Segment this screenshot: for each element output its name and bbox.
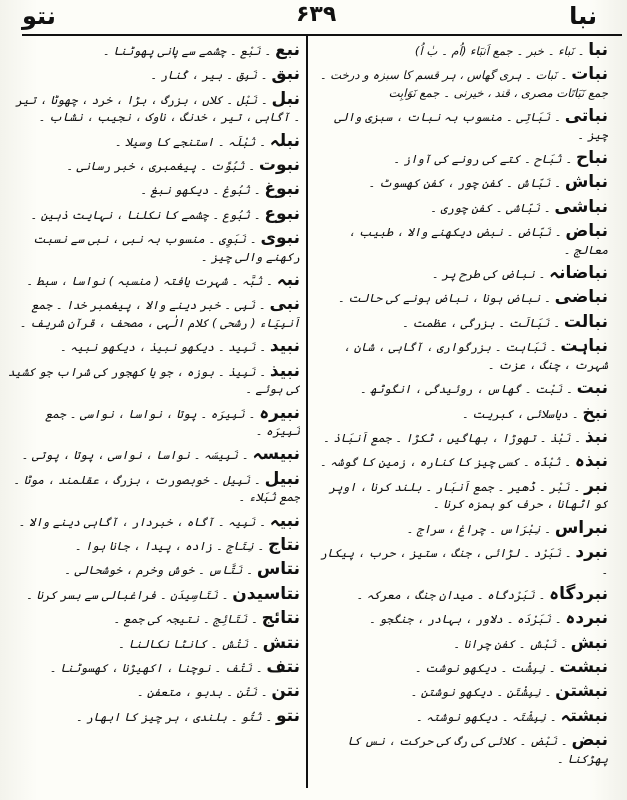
entry-headword: نتاج (268, 534, 300, 555)
entry-definition: ۔ نِبِشْت ۔ دیکھو نوشت ۔ (414, 660, 556, 675)
entry-headword: نبوغ (264, 179, 300, 200)
page-number: ۶۳۹ (296, 2, 337, 27)
entry-definition: ۔ نَتْن ۔ بدبو ، متعفن ۔ (136, 685, 268, 700)
entry-definition: ۔ نَبْش ۔ کفن چرانا ۔ (453, 636, 567, 651)
entry-headword: نبراس (554, 517, 608, 538)
entry-headword: نبید (269, 336, 300, 357)
dictionary-entry (8, 42, 300, 60)
entry-definition: ۔ نباض ہونا ، نباض ہونے کی حالت ۔ (337, 291, 551, 306)
entry-headword: نبوع (264, 203, 300, 224)
entry-headword: نبش (570, 632, 608, 653)
dictionary-entry (8, 360, 300, 399)
dictionary-entry (8, 468, 300, 507)
header-first-headword: نبا (569, 2, 597, 30)
dictionary-entry (316, 338, 608, 374)
entry-headword: نبالت (563, 311, 608, 332)
dictionary-entry (8, 446, 300, 464)
right-column (316, 42, 608, 787)
entry-definition: ۔ نَبّاض ۔ نبض دیکھنے والا ، طبیب ، معالج ۔ (348, 225, 608, 257)
entry-headword: نتائج (261, 608, 300, 629)
dictionary-entry (316, 66, 608, 102)
dictionary-entry (8, 203, 300, 224)
dictionary-entry (316, 223, 608, 259)
entry-headword: نبات (571, 64, 608, 85)
dictionary-entry (316, 265, 608, 283)
dictionary-entry (316, 174, 608, 192)
entry-headword: نبض (571, 730, 608, 751)
dictionary-entry (316, 541, 608, 580)
entry-definition: ۔ نَتَائِج ۔ نتیجہ کی جمع ۔ (113, 612, 258, 627)
entry-headword: نتف (266, 656, 300, 677)
dictionary-entry (8, 561, 300, 579)
entry-headword: نباشی (554, 196, 608, 217)
dictionary-entry (316, 380, 608, 398)
entry-headword: نباش (564, 172, 608, 193)
entry-definition: ۔ نَبْذ ۔ تھوڑا ، بھاگیں ، ٹکڑا ۔ جمع اَنبَاذ ۔ (322, 430, 581, 445)
entry-definition: ۔ نَبِیہ ۔ آگاہ ، خبردار ، آگاہی دینے والا ۔ (18, 514, 266, 529)
dictionary-entry (8, 88, 300, 127)
dictionary-entry (8, 272, 300, 290)
dictionary-entry (316, 656, 608, 677)
entry-definition: ۔ نَتْش ۔ کانٹا نکالنا ۔ (117, 636, 259, 651)
entry-headword: نبت (576, 378, 608, 399)
entry-definition: ۔ نَبِیل ۔ خوبصورت ، بزرگ ، عقلمند ، موٹا ۔ جمع نُبَلاء ۔ (13, 472, 300, 505)
entry-definition: ۔ نَبْض ۔ کلائی کی رگ کی حرکت ، نس کا پھڑکنا ۔ (347, 734, 608, 766)
entry-headword: نبرد (575, 541, 608, 562)
entry-headword: نباضانہ (549, 263, 608, 284)
entry-definition: ۔ نَبِیسَہ ۔ نواسا ، نواسی ، پوتا ، پوتی ۔ (21, 448, 249, 463)
entry-headword: نبوی (260, 228, 300, 249)
dictionary-entry (8, 656, 300, 677)
dictionary-entry (316, 583, 608, 604)
entry-definition: ۔ نَبْل ۔ کلاں ، بزرگ ، بڑا ، خرد ، چھوٹا ، تیر ۔ آگاہی ، تیر ، خدنگ ، ناوک ، نجیب ، نشاب ۔ (15, 92, 300, 125)
entry-headword: نبل (271, 88, 300, 109)
entry-headword: نبی (269, 294, 300, 315)
entry-headword: نبیہ (269, 510, 300, 531)
entry-definition: ۔ نَبات ۔ ہری گھاس ، ہر قسم کا سبزہ و درخت ۔ جمع نَبَاتَات مصری ، قند ، خیرنی ۔ جمع نَوَابِت (319, 68, 608, 100)
entry-definition: ۔ نَبّاش ۔ کفن چور ، کفن کھسوٹ ۔ (368, 176, 561, 191)
dictionary-entry (316, 453, 608, 471)
entry-headword: نباہت (560, 336, 608, 357)
entry-headword: نبا (588, 42, 608, 60)
entry-definition: ۔ نَبَرْدَہ ۔ دلاور ، بہادر ، جنگجو ۔ (368, 612, 562, 627)
entry-headword: نبیل (264, 468, 300, 489)
entry-headword: نبخ (582, 402, 608, 423)
entry-definition: ۔ نُبَّہ ۔ شہرت یافتہ ( منسبہ ) نواسا ، سبط ۔ (26, 274, 273, 289)
dictionary-entry (8, 296, 300, 332)
entry-headword: نبردہ (565, 608, 608, 629)
entry-headword: نباتی (564, 106, 608, 127)
entry-definition: ۔ نَبَالَت ۔ بزرگی ، عظمت ۔ (401, 315, 560, 330)
entry-definition: ۔ نَبَرْد ۔ لڑائی ، جنگ ، ستیز ، حرب ، پیکار ۔ (320, 545, 608, 578)
entry-definition: ۔ نُبَاح ۔ کتے کی رونے کی آواز ۔ (393, 152, 573, 167)
dictionary-entry (316, 610, 608, 628)
dictionary-entry (316, 402, 608, 423)
dictionary-entry (8, 632, 300, 653)
entry-definition: ۔ نُبُوغ ۔ دیکھو نبغ ۔ (140, 183, 261, 198)
entry-headword: نبیسہ (252, 444, 300, 465)
entry-definition: ۔ نَتَاسِیدَن ۔ فراغبالی سے بسر کرنا ۔ (25, 587, 229, 602)
dictionary-entry (316, 150, 608, 168)
entry-definition: ۔ نَبَاتِی ۔ منسوب بہ نبات ، سبزی والی چیز ۔ (334, 110, 608, 142)
entry-headword: نتاس (256, 559, 300, 580)
dictionary-entry (316, 426, 608, 447)
dictionary-entry (316, 311, 608, 332)
dictionary-entry (316, 196, 608, 217)
entry-headword: نبہ (276, 270, 300, 291)
entry-headword: نبیذ (269, 360, 300, 381)
entry-definition: ۔ نِبِشْتَن ۔ دیکھو نوشتن ۔ (410, 685, 552, 700)
entry-definition: ۔ نِتَاج ۔ زادہ ، پیدا ، جانا ہوا ۔ (74, 538, 265, 553)
entry-headword: نتو (276, 705, 300, 726)
dictionary-entry (8, 181, 300, 199)
page-header (0, 0, 627, 36)
entry-definition: ۔ نَبِیرَہ ۔ پوتا ، نواسا ، نواسی ۔ جمع نَبِیرَہ ۔ (45, 406, 300, 438)
entry-definition: ۔ نَبّاشی ۔ کفن چوری ۔ (430, 200, 551, 215)
entry-definition: ۔ نَتَّاس ۔ خوش وخرم ، خوشحالی ۔ (63, 563, 253, 578)
dictionary-entry (8, 683, 300, 701)
entry-definition: ۔ نَبْع ۔ چشمے سے پانی پھوٹنا ۔ (102, 44, 272, 58)
entry-definition: ۔ نَبِیذ ۔ بوزہ ، جو یا کھجور کی شراب جو کشید کی ہوئے ۔ (8, 364, 300, 397)
entry-headword: نباضی (554, 287, 608, 308)
dictionary-entry (8, 130, 300, 151)
entry-definition: ۔ نَباء ۔ خبر ۔ جمع اَنبَاء (اُم ۔ بٰ اُ) (414, 44, 585, 58)
entry-definition: ۔ نَبْت ۔ گھاس ، روئیدگی ، انگوٹھ ۔ (359, 382, 573, 397)
entry-definition: ۔ نَبْر ۔ ڈھیر ۔ جمع اَنبَار ۔ بلند کرنا ، اوپر کو اٹھانا ، حرف کو ہمزہ کرنا ۔ (328, 479, 608, 512)
entry-headword: نبلہ (269, 130, 300, 151)
entry-definition: ۔ نَتْف ۔ نوچنا ، اکھیڑنا ، کھسوٹنا ۔ (49, 660, 263, 675)
left-column (8, 42, 300, 787)
entry-definition: ۔ نَبِید ۔ دیکھو نبیذ ، دیکھو نبیہ ۔ (59, 340, 266, 355)
entry-headword: نتن (271, 681, 300, 702)
entry-definition: ۔ نباض کی طرح پر ۔ (431, 267, 546, 282)
entry-definition: ۔ نُبُوَّت ۔ پیغمبری ، خبر رسانی ۔ (66, 159, 255, 174)
entry-headword: نبیرہ (259, 402, 300, 423)
entry-headword: نبردگاہ (549, 583, 608, 604)
entry-headword: نبر (584, 475, 608, 496)
entry-definition: ۔ نَبِق ۔ بیر ، کُنار ۔ (150, 68, 268, 83)
entry-headword: نباض (565, 221, 608, 242)
entry-headword: نبوت (258, 155, 300, 176)
entry-headword: نبع (275, 42, 300, 60)
dictionary-entry (316, 732, 608, 768)
entry-headword: نبشت (559, 656, 608, 677)
entry-definition: ۔ نُبْلَہ ۔ استنجے کا وسیلا ۔ (114, 134, 266, 149)
column-divider (306, 36, 308, 788)
entry-headword: نتش (262, 632, 300, 653)
dictionary-entry (8, 610, 300, 628)
dictionary-entry (8, 157, 300, 175)
entry-definition: ۔ نَبَرْدگاہ ۔ میدان جنگ ، معرکہ ۔ (356, 587, 546, 602)
dictionary-entry (8, 705, 300, 726)
header-rule (22, 34, 622, 36)
dictionary-entry (8, 510, 300, 531)
dictionary-entry (316, 517, 608, 538)
entry-headword: نبذہ (574, 451, 608, 472)
entry-definition: ۔ نِبْرَاس ۔ چراغ ، سراج ۔ (406, 521, 551, 536)
entry-definition: ۔ نُتُو ۔ بلندی ، ہر چیز کا ابھار ۔ (75, 709, 273, 724)
entry-definition: ۔ نُبُوع ۔ چشمے کا نکلنا ، نہایت ذہین ۔ (30, 207, 261, 222)
entry-definition: ۔ نِبِشْتَہ ۔ دیکھو نوشتہ ۔ (415, 709, 557, 724)
dictionary-entry (8, 534, 300, 555)
entry-definition: ۔ نَبَاہت ۔ بزرگواری ، آگاہی ، شان ، شہرت ، چنگ ، عزت ۔ (343, 340, 608, 372)
entry-definition: ۔ نُبْذَہ ۔ کسی چیز کا کنارہ ، زمین کا گوشہ ۔ (319, 455, 571, 470)
entry-headword: نبق (271, 64, 300, 85)
dictionary-entry (8, 230, 300, 266)
entry-headword: نبشتہ (560, 705, 608, 726)
dictionary-entry (316, 632, 608, 653)
dictionary-entry (8, 66, 300, 84)
dictionary-entry (316, 289, 608, 307)
dictionary-entry (8, 402, 300, 441)
dictionary-entry (316, 475, 608, 514)
entry-headword: نبشتن (555, 681, 608, 702)
dictionary-entry (316, 683, 608, 701)
dictionary-entry (316, 108, 608, 144)
dictionary-entry (8, 338, 300, 356)
entry-definition: ۔ نَبِی ۔ خبر دینے والا ، پیغمبر خدا ۔ جمع اَنبِیَاء ( رشحی ) کلام الٰہی ، مصحف ، قرآن شریف ۔ (19, 298, 300, 330)
entry-definition: ۔ دیاسلائی ، کبریت ۔ (461, 406, 579, 421)
dictionary-entry (316, 705, 608, 726)
entry-headword: نبذ (584, 426, 608, 447)
header-last-headword: نتو (22, 2, 56, 30)
entry-headword: نباح (576, 148, 608, 169)
dictionary-entry (316, 42, 608, 60)
entry-definition: ۔ نَبَوِی ۔ منسوب بہ نبی ، نبی سے نسبت رکھنے والی چیز ۔ (33, 232, 300, 264)
dictionary-entry (8, 583, 300, 604)
entry-headword: نتاسیدن (232, 583, 300, 604)
